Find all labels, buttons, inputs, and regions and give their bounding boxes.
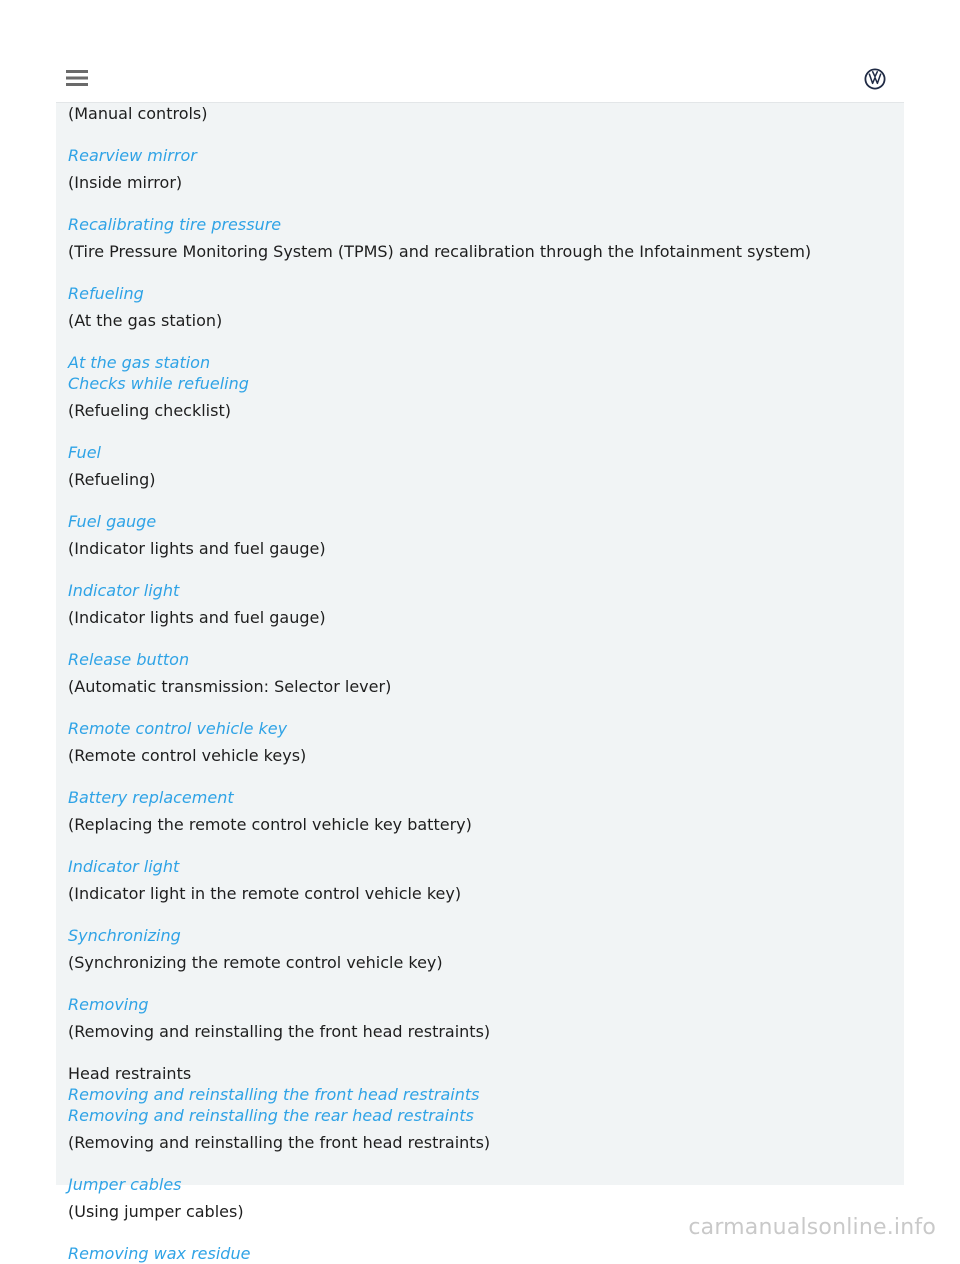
index-description: (Inside mirror) (68, 173, 183, 192)
index-entry (68, 856, 898, 925)
hamburger-menu-icon[interactable] (66, 69, 88, 87)
index-description: (Removing and reinstalling the front head restraints) (68, 1022, 491, 1041)
index-description: (Synchronizing the remote control vehicle key) (68, 953, 443, 972)
index-entry (68, 787, 898, 856)
index-entry (68, 1063, 898, 1174)
index-description: (Replacing the remote control vehicle key battery) (68, 815, 472, 834)
vw-logo-icon[interactable] (864, 68, 886, 90)
index-link[interactable]: Fuel (68, 443, 101, 462)
index-link[interactable]: Removing and reinstalling the rear head restraints (68, 1106, 474, 1125)
index-link[interactable]: Synchronizing (68, 926, 181, 945)
index-link[interactable]: Fuel gauge (68, 512, 157, 531)
index-entry (68, 649, 898, 718)
index-description: (Tire Pressure Monitoring System (TPMS) and recalibration through the Infotainment system) (68, 242, 812, 261)
index-description: (Indicator lights and fuel gauge) (68, 539, 326, 558)
index-entry (68, 145, 898, 214)
index-entry (68, 283, 898, 352)
watermark: carmanualsonline.info (688, 1215, 936, 1240)
index-link[interactable]: Removing wax residue (68, 1244, 251, 1263)
index-entry (68, 352, 898, 442)
index-entries (68, 103, 898, 1264)
index-link[interactable]: Recalibrating tire pressure (68, 215, 282, 234)
index-link[interactable]: Indicator light (68, 581, 180, 600)
index-entry (68, 718, 898, 787)
index-description: (Removing and reinstalling the front head restraints) (68, 1133, 491, 1152)
index-description: (Remote control vehicle keys) (68, 746, 307, 765)
index-link[interactable]: Indicator light (68, 857, 180, 876)
index-description: (Refueling) (68, 470, 156, 489)
index-link[interactable]: Refueling (68, 284, 144, 303)
index-link[interactable]: Removing and reinstalling the front head restraints (68, 1085, 480, 1104)
index-entry (68, 214, 898, 283)
index-entry (68, 925, 898, 994)
index-link[interactable]: Jumper cables (68, 1175, 182, 1194)
index-description: (Using jumper cables) (68, 1202, 244, 1221)
index-entry (68, 1243, 898, 1264)
index-entry (68, 994, 898, 1063)
index-entry (68, 442, 898, 511)
index-entry (68, 511, 898, 580)
index-link[interactable]: Checks while refueling (68, 374, 249, 393)
index-description: (Manual controls) (68, 104, 208, 123)
index-link[interactable]: Release button (68, 650, 190, 669)
index-description: (Automatic transmission: Selector lever) (68, 677, 392, 696)
index-link[interactable]: Remote control vehicle key (68, 719, 288, 738)
index-link[interactable]: Battery replacement (68, 788, 234, 807)
index-description: (Indicator light in the remote control vehicle key) (68, 884, 462, 903)
index-description: (Indicator lights and fuel gauge) (68, 608, 326, 627)
index-heading: Head restraints (68, 1064, 192, 1083)
header-bar (56, 56, 904, 103)
index-description: (At the gas station) (68, 311, 223, 330)
index-entry (68, 580, 898, 649)
index-entry (68, 103, 898, 145)
index-description: (Refueling checklist) (68, 401, 231, 420)
index-link[interactable]: Rearview mirror (68, 146, 197, 165)
index-link[interactable]: Removing (68, 995, 149, 1014)
index-link[interactable]: At the gas station (68, 353, 211, 372)
